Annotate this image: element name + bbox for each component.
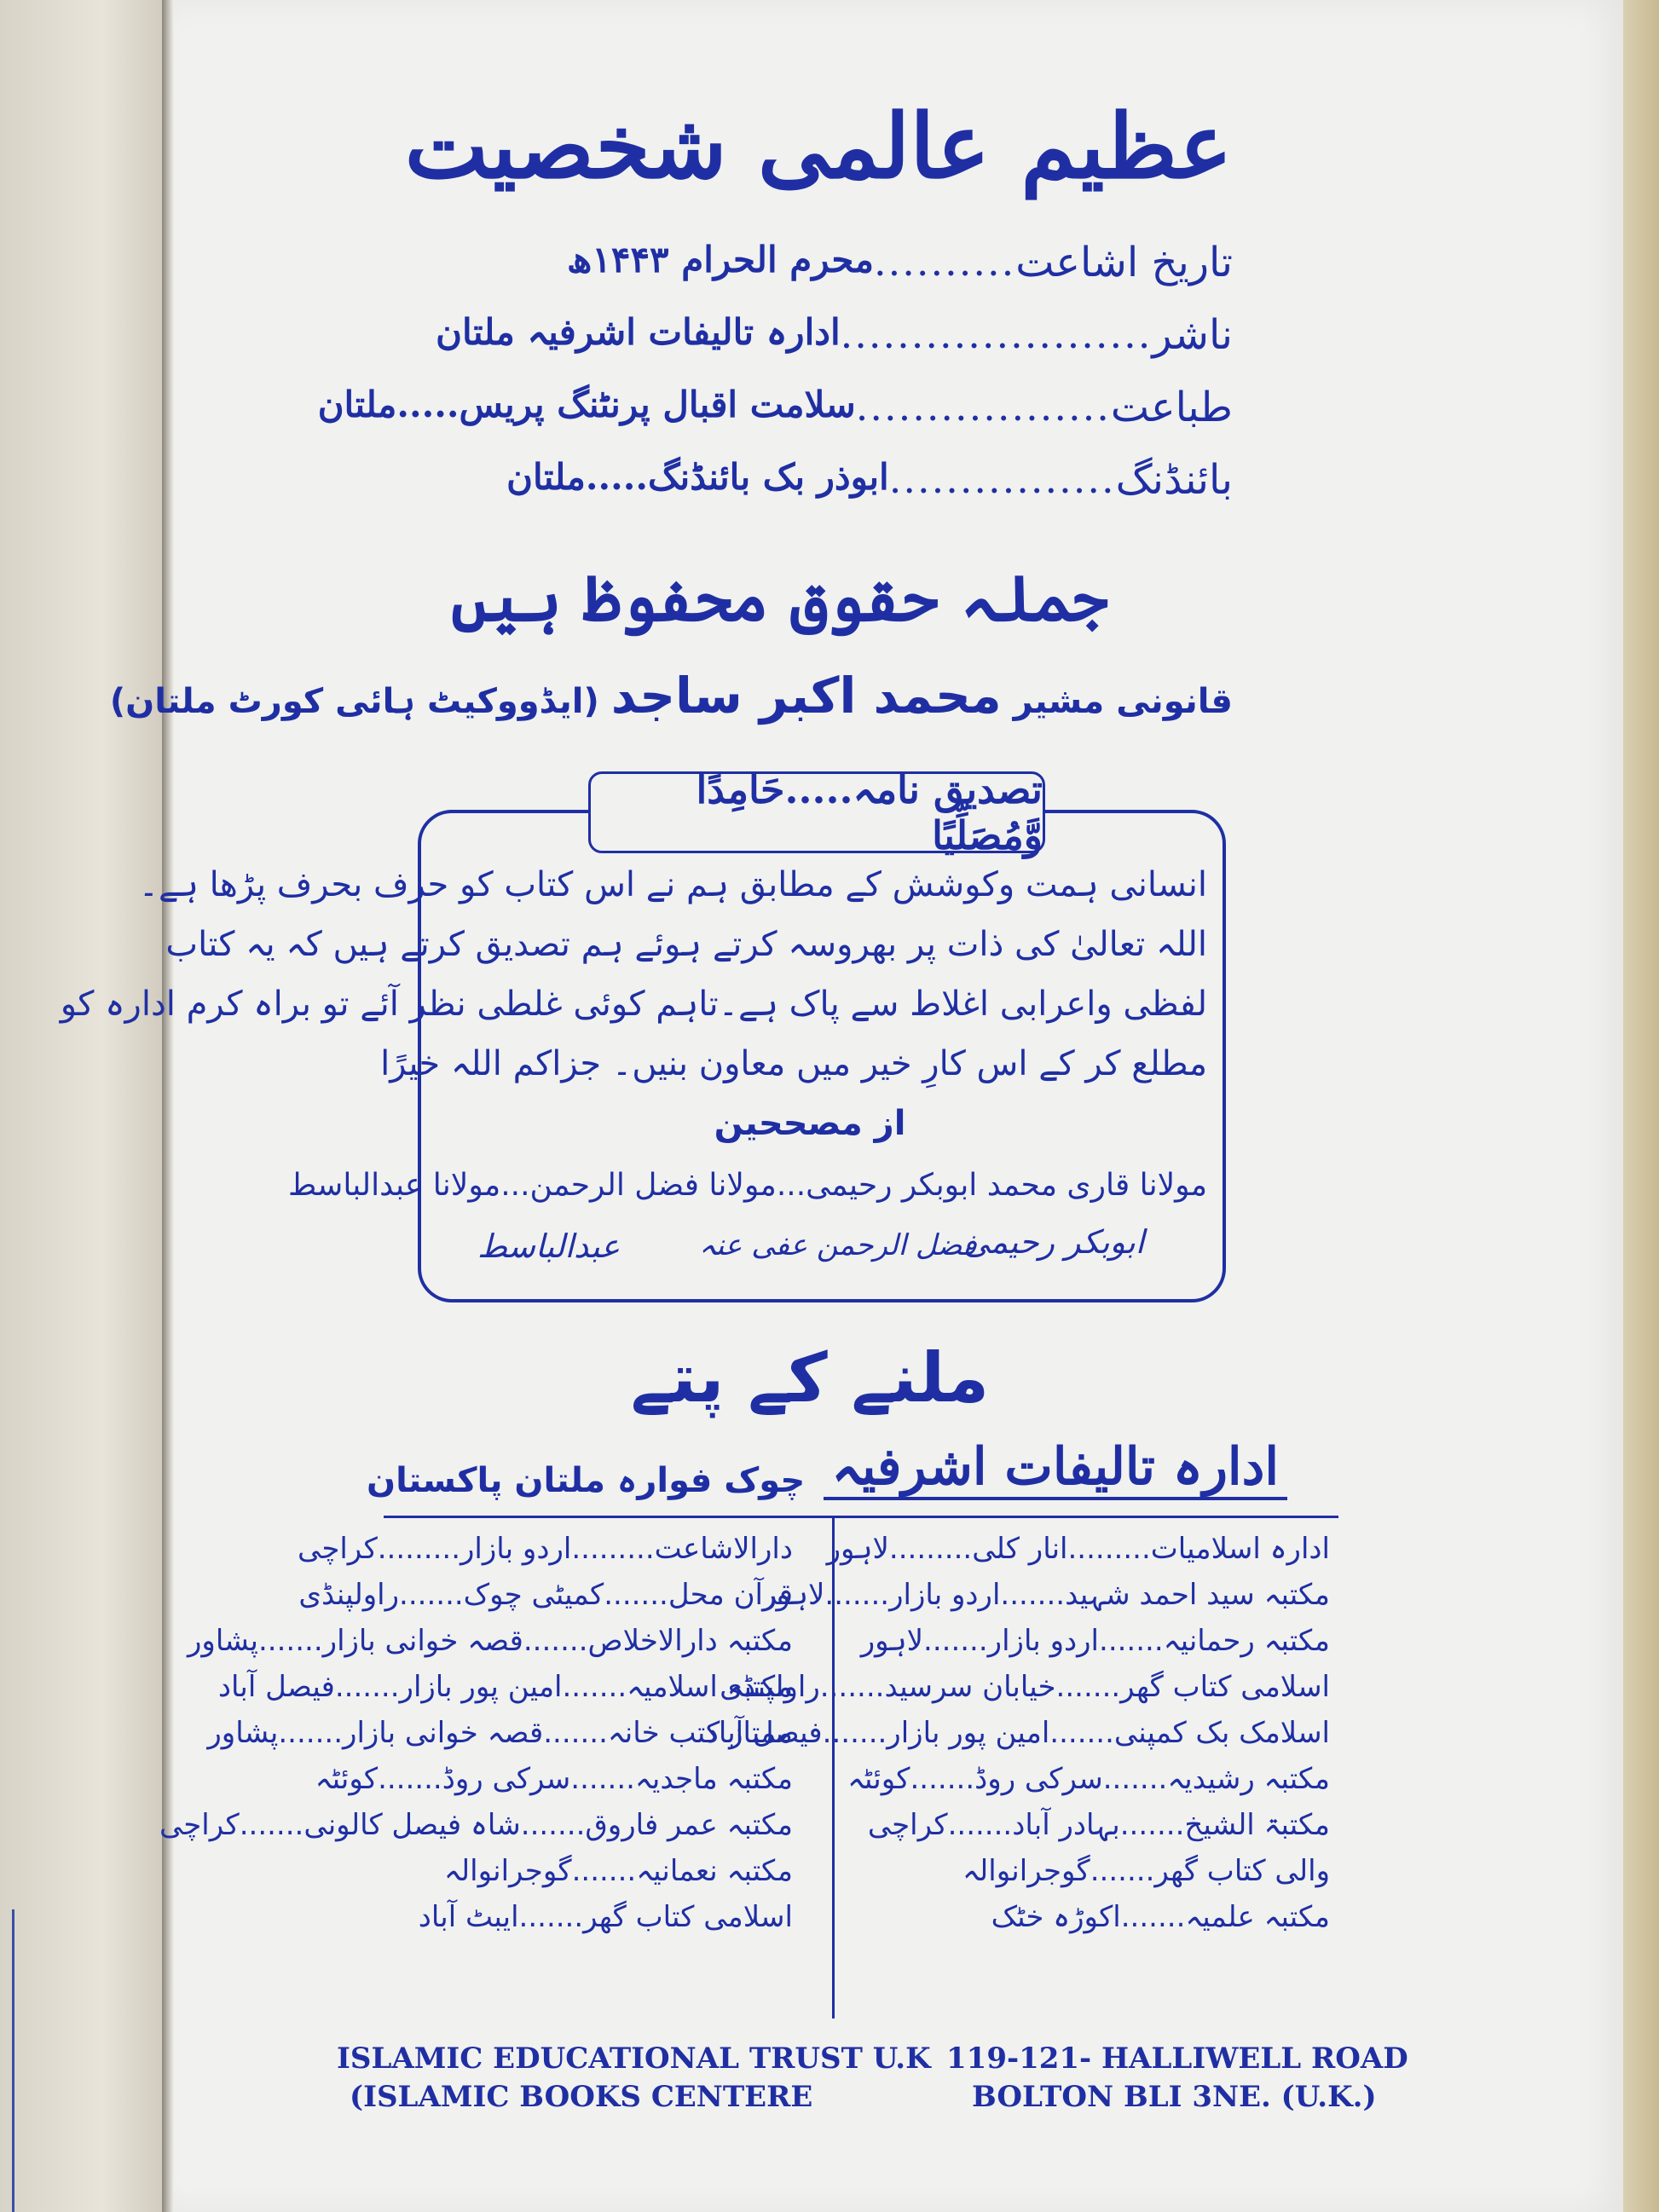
publisher-line	[367, 1432, 1287, 1500]
certification-from: از مصححین	[714, 1104, 906, 1143]
imprint-value: ادارہ تالیفات اشرفیہ ملتان	[436, 311, 841, 353]
signature: فضل الرحمن عفی عنہ	[699, 1228, 977, 1262]
imprint-dots: ..................	[855, 384, 1111, 430]
imprint-label: تاریخ اشاعت	[1015, 239, 1233, 286]
distributor-item: مکتبہ دارالاخلاص.......قصہ خوانی بازار.......پشاور	[188, 1624, 793, 1658]
footer-trust-subtitle: (ISLAMIC BOOKS CENTERE	[350, 2080, 813, 2114]
distributor-item: مکتبہ نعمانیہ.......گوجرانوالہ	[443, 1854, 793, 1888]
distributor-item: والی کتاب گھر.......گوجرانوالہ	[962, 1854, 1330, 1888]
left-page-edge	[0, 0, 171, 2212]
distributor-item: اسلامی کتاب گھر.......خیابان سرسید.......راولپنڈی	[720, 1670, 1330, 1704]
signature: عبدالباسط	[477, 1227, 621, 1265]
imprint-value: ابوذر بک بائنڈنگ.....ملتان	[506, 456, 889, 498]
certification-line: لفظی واعرابی اغلاط سے پاک ہے۔تاہم کوئی غلطی نظر آئے تو براہ کرم ادارہ کو	[60, 985, 1207, 1024]
imprint-line-printing	[317, 384, 1233, 431]
legal-prefix: قانونی مشیر	[1013, 682, 1233, 721]
publisher-name: ادارہ تالیفات اشرفیہ	[824, 1437, 1287, 1500]
right-page-edge	[1623, 0, 1659, 2212]
distributor-item: مکتبہ رحمانیہ.......اردو بازار.......لاہور	[860, 1624, 1330, 1658]
legal-suffix: (ایڈووکیٹ ہائی کورٹ ملتان)	[109, 682, 599, 721]
publisher-address: چوک فوارہ ملتان پاکستان	[367, 1461, 806, 1500]
certification-title: تصدیق نامہ.....حَامِدًا وَّمُصَلِّیًا	[588, 771, 1045, 853]
distributor-item: مکتبہ سید احمد شہید.......اردو بازار.......لاہور	[762, 1578, 1330, 1612]
imprint-value: محرم الحرام ۱۴۴۳ھ	[567, 239, 875, 280]
distributor-item: اسلامی کتاب گھر.......ایبٹ آباد	[418, 1900, 793, 1934]
imprint-value: سلامت اقبال پرنٹنگ پریس.....ملتان	[317, 384, 856, 425]
certification-names: مولانا قاری محمد ابوبکر رحیمی...مولانا فضل الرحمن...مولانا عبدالباسط	[287, 1168, 1207, 1203]
distributor-item: ادارہ اسلامیات.........انار کلی.........لاہور	[826, 1532, 1330, 1566]
distributor-item: مکتبہ رشیدیہ.......سرکی روڈ.......کوئٹہ	[847, 1762, 1330, 1796]
imprint-label: بائنڈنگ	[1115, 456, 1233, 504]
distributor-item: مکتبہ عمر فاروق.......شاہ فیصل کالونی.......کراچی	[159, 1808, 793, 1842]
certification-line: مطلع کر کے اس کارِ خیر میں معاون بنیں۔ جزاکم اللہ خیرًا	[380, 1044, 1207, 1083]
legal-advisor	[110, 667, 1233, 725]
imprint-line-date	[431, 239, 1233, 286]
distributor-item: مکتبۃ الشیخ.......بہادر آباد.......کراچی	[867, 1808, 1330, 1842]
imprint-line-publisher	[431, 311, 1233, 359]
certification-line: انسانی ہمت وکوشش کے مطابق ہم نے اس کتاب کو حرف بحرف پڑھا ہے۔	[138, 865, 1207, 904]
distributor-item: قرآن محل.......کمیٹی چوک.......راولپنڈی	[298, 1578, 793, 1612]
footer-trust-name: ISLAMIC EDUCATIONAL TRUST U.K	[337, 2042, 931, 2076]
imprint-dots: ..........	[874, 239, 1016, 285]
divider-horizontal	[384, 1516, 1338, 1518]
left-page-blue-edge	[0, 1909, 14, 2212]
distributors-right-column	[705, 1526, 1330, 1940]
imprint-label: طباعت	[1110, 384, 1233, 431]
book-spine	[162, 0, 174, 2212]
distribution-heading: ملنے کے پتے	[630, 1338, 990, 1418]
footer-address-line2: BOLTON BLI 3NE. (U.K.)	[972, 2080, 1377, 2114]
distributor-item: دارالاشاعت.........اردو بازار.........کراچی	[298, 1532, 793, 1566]
distributor-item: مکتبہ علمیہ.......اکوڑہ خٹک	[991, 1900, 1330, 1934]
book-title: عظیم عالمی شخصیت	[404, 94, 1233, 199]
certification-line: اللہ تعالیٰ کی ذات پر بھروسہ کرتے ہوئے ہم تصدیق کرتے ہیں کہ یہ کتاب	[165, 925, 1207, 964]
imprint-line-binding	[431, 456, 1233, 504]
legal-name: محمد اکبر ساجد	[610, 667, 1002, 725]
distributor-item: ممتاز کتب خانہ.......قصہ خوانی بازار.......پشاور	[207, 1716, 793, 1750]
distributor-item: مکتبہ اسلامیہ.......امین پور بازار.......فیصل آباد	[217, 1670, 793, 1704]
imprint-dots: ......................	[840, 311, 1153, 357]
distributor-item: اسلامک بک کمپنی.......امین پور بازار.......فیصل آباد	[705, 1716, 1330, 1750]
imprint-dots: ................	[888, 456, 1116, 502]
distributor-item: مکتبہ ماجدیہ.......سرکی روڈ.......کوئٹہ	[315, 1762, 793, 1796]
distributors-left-column	[159, 1526, 793, 1940]
rights-reserved: جملہ حقوق محفوظ ہیں	[450, 563, 1108, 636]
signature: ابوبکر رحیمی	[963, 1223, 1145, 1261]
footer-address-line1: 119-121- HALLIWELL ROAD	[946, 2042, 1408, 2076]
imprint-label: ناشر	[1152, 311, 1233, 359]
